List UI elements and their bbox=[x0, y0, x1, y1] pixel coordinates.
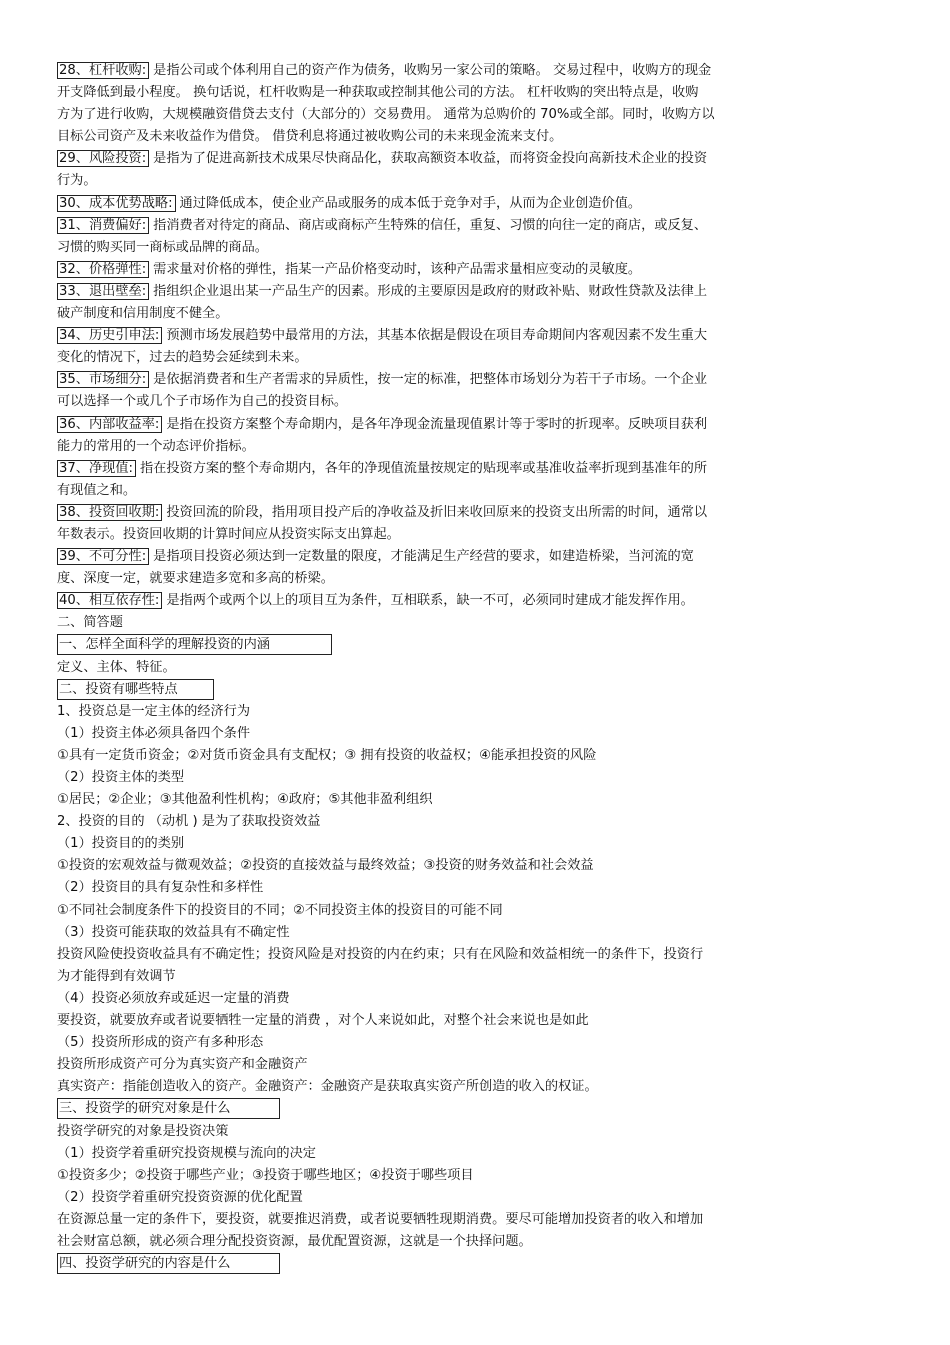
question-title-line bbox=[57, 679, 880, 701]
term-entry bbox=[57, 60, 880, 148]
term-text: 能力的常用的一个动态评价指标。 bbox=[57, 438, 255, 454]
answer-line: ①投资多少；②投资于哪些产业；③投资于哪些地区；④投资于哪些项目 bbox=[57, 1167, 474, 1183]
term-text: 投资回流的阶段，指用项目投产后的净收益及折旧来收回原来的投资支出所需的时间，通常以 bbox=[166, 504, 708, 520]
answer-line: （1）投资目的的类别 bbox=[57, 836, 185, 852]
term-text: 需求量对价格的弹性，指某一产品价格变动时，该种产品需求量相应变动的灵敏度。 bbox=[153, 261, 642, 277]
question-title: 二、投资有哪些特点 bbox=[57, 679, 214, 700]
term-line bbox=[57, 391, 880, 413]
term-line bbox=[57, 148, 880, 170]
answer-line: ①具有一定货币资金；②对货币资金具有支配权；③ 拥有投资的收益权；④能承担投资的风险 bbox=[57, 747, 597, 763]
term-text: 指消费者对待定的商品、商店或商标产生特殊的信任，重复、习惯的向往一定的商店，或反复、 bbox=[153, 217, 708, 233]
term-line bbox=[57, 170, 880, 192]
answer-line: ①不同社会制度条件下的投资目的不同；②不同投资主体的投资目的可能不同 bbox=[57, 902, 503, 918]
term-line bbox=[57, 60, 880, 82]
term-line bbox=[57, 502, 880, 524]
term-line bbox=[57, 546, 880, 568]
term-text: 习惯的购买同一商标或品牌的商品。 bbox=[57, 239, 268, 255]
question-title: 四、投资学研究的内容是什么 bbox=[57, 1253, 280, 1274]
term-line bbox=[57, 126, 880, 148]
term-line bbox=[57, 82, 880, 104]
term-entry bbox=[57, 281, 880, 325]
term-label: 39、不可分性: bbox=[57, 548, 149, 565]
term-entry bbox=[57, 546, 880, 590]
term-line bbox=[57, 568, 880, 590]
term-line bbox=[57, 590, 880, 612]
term-line bbox=[57, 325, 880, 347]
term-line bbox=[57, 303, 880, 325]
term-text: 通过降低成本，使企业产品或服务的成本低于竞争对手，从而为企业创造价值。 bbox=[179, 195, 642, 211]
term-entry bbox=[57, 215, 880, 259]
answer-line: 社会财富总额，就必须合理分配投资资源，最优配置资源，这就是一个抉择问题。 bbox=[57, 1233, 532, 1249]
question-entry bbox=[57, 634, 880, 678]
term-label: 30、成本优势战略: bbox=[57, 195, 176, 212]
answer-line: 要投资，就要放弃或者说要牺牲一定量的消费 ，对个人来说如此，对整个社会来说也是如此 bbox=[57, 1013, 589, 1029]
term-text: 行为。 bbox=[57, 173, 97, 189]
answer-line: ①投资的宏观效益与微观效益；②投资的直接效益与最终效益；③投资的财务效益和社会效益 bbox=[57, 858, 594, 874]
term-line bbox=[57, 237, 880, 259]
term-line bbox=[57, 480, 880, 502]
answer-line: （2）投资学着重研究投资资源的优化配置 bbox=[57, 1189, 303, 1205]
section-title: 二、简答题 bbox=[57, 615, 123, 631]
question-title-line bbox=[57, 1098, 880, 1120]
answer-line: ①居民；②企业；③其他盈利性机构；④政府；⑤其他非盈利组织 bbox=[57, 792, 433, 808]
term-text: 是指为了促进高新技术成果尽快商品化，获取高额资本收益，而将资金投向高新技术企业的投资 bbox=[153, 151, 708, 167]
term-text: 有现值之和。 bbox=[57, 482, 137, 498]
question-title: 一、怎样全面科学的理解投资的内涵 bbox=[57, 634, 332, 655]
term-label: 36、内部收益率: bbox=[57, 416, 162, 433]
term-entry bbox=[57, 369, 880, 413]
term-text: 度、深度一定，就要求建造多宽和多高的桥梁。 bbox=[57, 571, 334, 587]
term-text: 指在投资方案的整个寿命期内，各年的净现值流量按规定的贴现率或基准收益率折现到基准年的所 bbox=[139, 460, 708, 476]
term-line bbox=[57, 193, 880, 215]
term-text: 可以选择一个或几个子市场作为自己的投资目标。 bbox=[57, 394, 348, 410]
term-text: 目标公司资产及未来收益作为借贷。 借贷利息将通过被收购公司的未来现金流来支付。 bbox=[57, 129, 563, 145]
term-line bbox=[57, 259, 880, 281]
term-text: 年数表示。投资回收期的计算时间应从投资实际支出算起。 bbox=[57, 526, 400, 542]
answer-line: 投资所形成资产可分为真实资产和金融资产 bbox=[57, 1057, 308, 1073]
answer-line: 2、投资的目的 （动机 ) 是为了获取投资效益 bbox=[57, 814, 321, 830]
term-entry bbox=[57, 259, 880, 281]
term-text: 方为了进行收购，大规模融资借贷去支付（大部分的）交易费用。 通常为总购价的 70%或全部。同时，收购方以 bbox=[57, 107, 715, 123]
term-entry bbox=[57, 458, 880, 502]
term-text: 是指公司或个体利用自己的资产作为债务，收购另一家公司的策略。 交易过程中，收购方的现金 bbox=[153, 63, 712, 78]
term-line bbox=[57, 524, 880, 546]
term-entry bbox=[57, 193, 880, 215]
question-entry bbox=[57, 1098, 880, 1253]
answer-line: 为才能得到有效调节 bbox=[57, 968, 176, 984]
question-entry bbox=[57, 679, 880, 1099]
term-label: 31、消费偏好: bbox=[57, 217, 149, 234]
term-label: 38、投资回收期: bbox=[57, 504, 162, 521]
term-label: 28、杠杆收购: bbox=[57, 62, 149, 79]
term-label: 40、相互依存性: bbox=[57, 592, 162, 609]
term-line bbox=[57, 436, 880, 458]
term-line bbox=[57, 347, 880, 369]
term-entry bbox=[57, 325, 880, 369]
question-title-line bbox=[57, 634, 880, 656]
term-label: 37、净现值: bbox=[57, 460, 136, 477]
answer-line: （2）投资目的具有复杂性和多样性 bbox=[57, 880, 264, 896]
term-text: 是指在投资方案整个寿命期内，是各年净现金流量现值累计等于零时的折现率。反映项目获利 bbox=[166, 416, 708, 432]
term-text: 开支降低到最小程度。 换句话说，杠杆收购是一种获取或控制其他公司的方法。 杠杆收购的突出特点是，收购 bbox=[57, 85, 699, 101]
term-text: 指组织企业退出某一产品生产的因素。形成的主要原因是政府的财政补贴、财政性贷款及法律上 bbox=[153, 283, 708, 299]
answer-line: （5）投资所形成的资产有多种形态 bbox=[57, 1035, 264, 1051]
answer-line: （4）投资必须放弃或延迟一定量的消费 bbox=[57, 990, 290, 1006]
term-entry bbox=[57, 590, 880, 612]
term-text: 是依据消费者和生产者需求的异质性，按一定的标准，把整体市场划分为若干子市场。一个企业 bbox=[153, 372, 708, 388]
term-line bbox=[57, 458, 880, 480]
term-entry bbox=[57, 148, 880, 192]
answer-line: 真实资产：指能创造收入的资产。金融资产：金融资产是获取真实资产所创造的收入的权证。 bbox=[57, 1079, 598, 1095]
answer-line: （2）投资主体的类型 bbox=[57, 770, 185, 785]
answer-line: 1、投资总是一定主体的经济行为 bbox=[57, 703, 251, 719]
term-entry bbox=[57, 414, 880, 458]
short-answer-questions bbox=[57, 634, 880, 1275]
answer-line: 在资源总量一定的条件下，要投资，就要推迟消费，或者说要牺牲现期消费。要尽可能增加投资者的收入和增加 bbox=[57, 1211, 704, 1227]
term-entry bbox=[57, 502, 880, 546]
answer-line: 投资学研究的对象是投资决策 bbox=[57, 1123, 229, 1139]
term-label: 35、市场细分: bbox=[57, 371, 149, 388]
term-text: 是指两个或两个以上的项目互为条件，互相联系，缺一不可，必须同时建成才能发挥作用。 bbox=[166, 593, 694, 609]
question-entry bbox=[57, 1253, 880, 1275]
term-label: 33、退出壁垒: bbox=[57, 283, 149, 300]
term-text: 预测市场发展趋势中最常用的方法，其基本依据是假设在项目寿命期间内客观因素不发生重大 bbox=[166, 328, 708, 344]
term-label: 29、风险投资: bbox=[57, 150, 149, 167]
term-line bbox=[57, 215, 880, 237]
answer-line: （1）投资主体必须具备四个条件 bbox=[57, 725, 251, 741]
answer-line: 定义、主体、特征。 bbox=[57, 659, 176, 675]
term-text: 破产制度和信用制度不健全。 bbox=[57, 306, 229, 322]
term-line bbox=[57, 104, 880, 126]
term-label: 34、历史引申法: bbox=[57, 327, 162, 344]
term-line bbox=[57, 281, 880, 303]
term-line bbox=[57, 369, 880, 391]
term-label: 32、价格弹性: bbox=[57, 261, 149, 278]
question-title: 三、投资学的研究对象是什么 bbox=[57, 1098, 280, 1119]
answer-line: （3）投资可能获取的效益具有不确定性 bbox=[57, 924, 290, 940]
term-line bbox=[57, 414, 880, 436]
term-definitions bbox=[57, 60, 880, 612]
answer-line: （1）投资学着重研究投资规模与流向的决定 bbox=[57, 1145, 316, 1161]
answer-line: 投资风险使投资收益具有不确定性；投资风险是对投资的内在约束；只有在风险和效益相统一的条件下，投资行 bbox=[57, 946, 704, 962]
question-title-line bbox=[57, 1253, 880, 1275]
term-text: 是指项目投资必须达到一定数量的限度，才能满足生产经营的要求，如建造桥梁，当河流的宽 bbox=[153, 549, 694, 565]
term-text: 变化的情况下，过去的趋势会延续到未来。 bbox=[57, 350, 308, 366]
